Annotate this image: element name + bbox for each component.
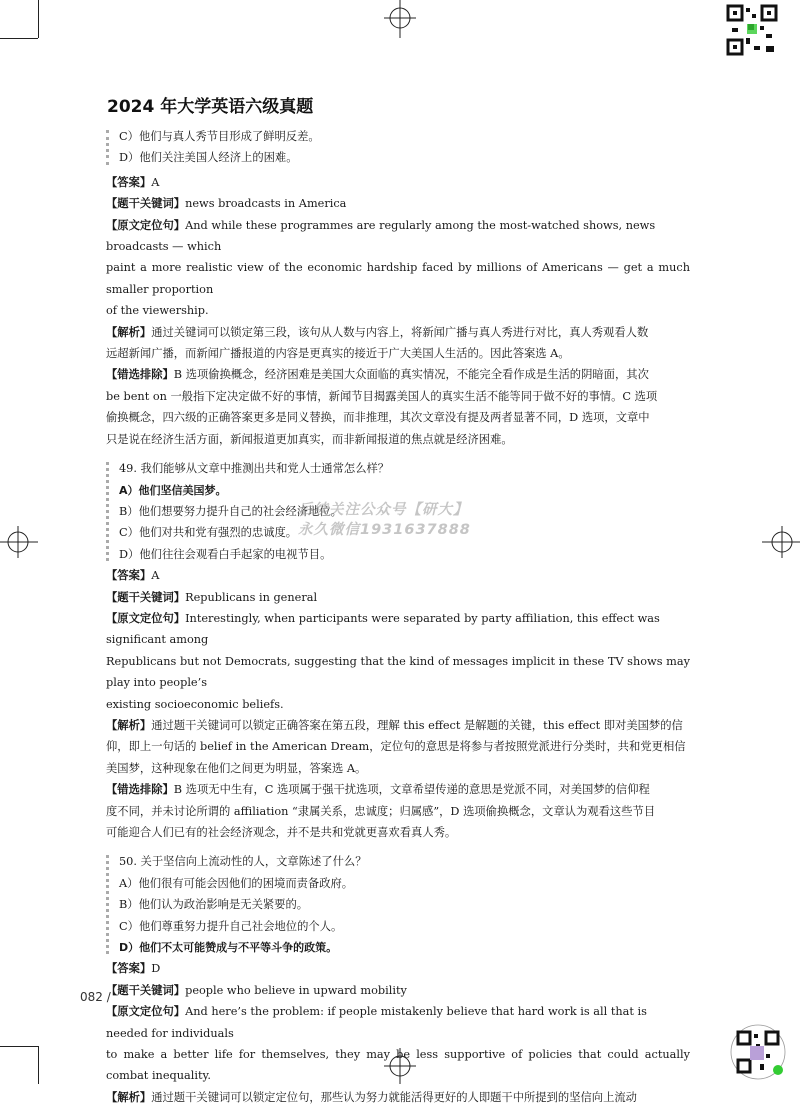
keyword-tag: 【题干关键词】 — [106, 983, 186, 997]
q48-options — [106, 126, 690, 169]
crop-mark — [0, 1046, 38, 1047]
q48-answer — [106, 172, 690, 193]
option-a: A）他们坚信美国梦。 — [119, 483, 227, 497]
option-c: C）他们对共和党有强烈的忠诚度。 — [119, 526, 298, 540]
q49-answer — [106, 565, 690, 586]
answer-value: A — [151, 175, 160, 189]
registration-mark-right — [762, 522, 800, 562]
exclude-line: 偷换概念，四六级的正确答案更多是同义替换，而非推理，其次文章没有提及两者显著不同，D 选项，文章中 — [106, 411, 650, 425]
keyword-value: people who believe in upward mobility — [185, 983, 407, 997]
locate-line: paint a more realistic view of the economic hardship faced by millions of Americans — get a much smaller proportion — [106, 261, 690, 296]
q49-locate — [106, 608, 690, 715]
analysis-line: 美国梦，这种现象在他们之间更为明显，答案选 A。 — [106, 761, 367, 775]
crop-mark — [38, 1046, 39, 1084]
exclude-line: 可能迎合人们已有的社会经济观念，并不是共和党就更喜欢看真人秀。 — [106, 826, 457, 839]
keyword-value: news broadcasts in America — [185, 197, 347, 211]
q50-keyword — [106, 980, 690, 1001]
exclude-tag: 【错选排除】 — [106, 368, 174, 382]
watermark-line: 后续关注公众号【研大】 — [298, 502, 469, 518]
option-d: D）他们不太可能赞成与不平等斗争的政策。 — [119, 941, 338, 955]
analysis-line: 通过关键词可以锁定第三段，该句从人数与内容上，将新闻广播与真人秀进行对比，真人秀观看人数 — [151, 325, 649, 339]
exclude-line: B 选项无中生有，C 选项属于强干扰选项，文章希望传递的意思是党派不同，对美国梦的信仰程 — [173, 783, 650, 797]
analysis-line: 仰，即上一句话的 belief in the American Dream，定位句的意思是将参与者按照党派进行分类时，共和党更相信 — [106, 740, 686, 754]
q50-analysis — [106, 1087, 690, 1108]
answer-value: A — [151, 569, 160, 583]
option-b: B）他们认为政治影响是无关紧要的。 — [119, 898, 309, 912]
q49-exclude — [106, 779, 690, 843]
locate-line: existing socioeconomic beliefs. — [106, 697, 284, 711]
registration-mark-top — [380, 0, 420, 40]
page-number: 082 / — [80, 990, 111, 1004]
analysis-tag: 【解析】 — [106, 718, 152, 732]
exclude-line: be bent on 一般指下定决定做不好的事情，新闻节目揭露美国人的真实生活不能等同于做不好的事情。C 选项 — [106, 389, 658, 403]
analysis-line: 通过题干关键词可以锁定定位句，那些认为努力就能活得更好的人即题干中所提到的坚信向上流动 — [151, 1090, 637, 1104]
answer-tag: 【答案】 — [106, 569, 152, 583]
analysis-tag: 【解析】 — [106, 1090, 152, 1104]
crop-mark — [0, 38, 38, 39]
analysis-line: 远超新闻广播，而新闻广播报道的内容是更真实的接近于广大美国人生活的。因此答案选 A。 — [106, 347, 570, 361]
locate-line: of the viewership. — [106, 304, 209, 318]
option-c: C）他们尊重努力提升自己社会地位的个人。 — [119, 919, 343, 933]
locate-line: Interestingly, when participants were separated by party affiliation, this effect was significant among — [106, 611, 660, 647]
qr-code-icon — [730, 1024, 786, 1080]
locate-line: to make a better life for themselves, they may be less supportive of policies that could actually combat inequality. — [106, 1048, 690, 1083]
option-b: B）他们想要努力提升自己的社会经济地位。 — [119, 504, 342, 518]
analysis-line: 通过题干关键词可以锁定正确答案在第五段，理解 this effect 是解题的关键，this effect 即对美国梦的信 — [151, 718, 683, 732]
keyword-tag: 【题干关键词】 — [106, 590, 186, 604]
q48-analysis — [106, 322, 690, 365]
q49-analysis — [106, 715, 690, 779]
option-d: D）他们往往会观看白手起家的电视节目。 — [119, 547, 332, 561]
option-a: A）他们很有可能会因他们的困境而责备政府。 — [119, 876, 354, 890]
question-stem: 49. 我们能够从文章中推测出共和党人士通常怎么样？ — [119, 462, 390, 476]
watermark — [298, 500, 471, 540]
keyword-value: Republicans in general — [185, 590, 318, 604]
registration-mark-left — [0, 522, 40, 562]
locate-tag: 【原文定位句】 — [106, 218, 186, 232]
question-stem: 50. 关于坚信向上流动性的人，文章陈述了什么？ — [119, 855, 367, 869]
q48-locate — [106, 215, 690, 322]
watermark-line: 永久微信1931637888 — [298, 522, 471, 538]
answer-tag: 【答案】 — [106, 962, 152, 976]
answer-tag: 【答案】 — [106, 175, 152, 189]
locate-line: And while these programmes are regularly among the most-watched shows, news broadcasts — which — [106, 218, 656, 254]
exclude-line: B 选项偷换概念，经济困难是美国大众面临的真实情况，不能完全看作成是生活的阴暗面，其次 — [173, 368, 649, 382]
locate-tag: 【原文定位句】 — [106, 1005, 186, 1019]
answer-value: D — [151, 962, 161, 976]
q48-keyword — [106, 193, 690, 214]
q49-keyword — [106, 587, 690, 608]
locate-line: Republicans but not Democrats, suggesting that the kind of messages implicit in these TV shows may play into people’s — [106, 654, 690, 690]
analysis-tag: 【解析】 — [106, 325, 152, 339]
q50-block — [106, 851, 690, 958]
page-title: 2024 年大学英语六级真题 — [107, 97, 314, 117]
locate-line: And here’s the problem: if people mistakenly believe that hard work is all that is needed for individuals — [106, 1005, 647, 1040]
locate-tag: 【原文定位句】 — [106, 611, 186, 625]
exclude-line: 只是说在经济生活方面，新闻报道更加真实，而非新闻报道的焦点就是经济困难。 — [106, 432, 513, 446]
keyword-tag: 【题干关键词】 — [106, 197, 186, 211]
exclude-line: 度不同，并未讨论所谓的 affiliation “隶属关系，忠诚度；归属感”，D 选项偷换概念，文章认为观看这些节目 — [106, 804, 656, 818]
exclude-tag: 【错选排除】 — [106, 783, 174, 797]
q50-locate — [106, 1001, 690, 1087]
q50-answer — [106, 958, 690, 979]
page-content — [106, 126, 690, 1108]
q48-exclude — [106, 364, 690, 450]
qr-code-icon — [726, 4, 778, 56]
option-d: D）他们关注美国人经济上的困难。 — [119, 151, 298, 165]
crop-mark — [38, 0, 39, 38]
option-c: C）他们与真人秀节目形成了鲜明反差。 — [119, 130, 320, 143]
